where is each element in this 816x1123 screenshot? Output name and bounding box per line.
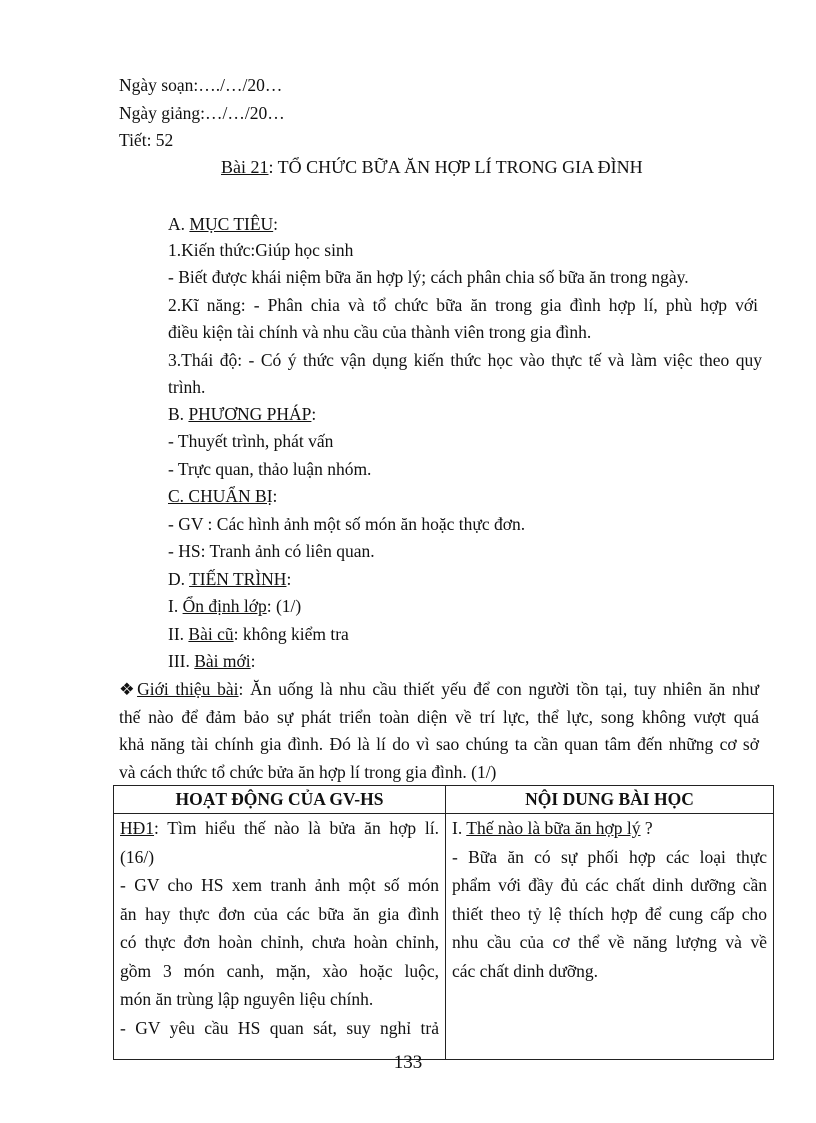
procedure-heading-label: TIẾN TRÌNH xyxy=(189,569,287,589)
content-cell xyxy=(446,814,774,1060)
activities-cell xyxy=(114,814,446,1060)
period-number: Tiết: 52 xyxy=(119,130,174,150)
content-line: - Bữa ăn có sự phối hợp các loại thực xyxy=(452,846,767,867)
activity-line: (16/) xyxy=(120,846,155,867)
intro-line-3: khả năng tài chính gia đình. Đó là lí do vì sao chúng ta cần quan tâm đến những cơ sở xyxy=(119,734,759,754)
objective-knowledge: 1.Kiến thức:Giúp học sinh xyxy=(168,240,354,260)
activity-line: có thực đơn hoàn chỉnh, chưa hoàn chỉnh, xyxy=(120,932,439,952)
procedure-step-3 xyxy=(168,649,256,673)
activity-line: món ăn trùng lập nguyên liệu chính. xyxy=(120,989,374,1009)
column-header-activities: HOẠT ĐỘNG CỦA GV-HS xyxy=(114,786,446,814)
content-heading xyxy=(452,814,767,843)
content-heading-prefix: I. xyxy=(452,818,467,838)
methods-heading xyxy=(168,402,316,426)
activity-line: ăn hay thực đơn của các bữa ăn gia đình xyxy=(120,903,439,924)
procedure-step-3-prefix: III. xyxy=(168,651,195,671)
preparation-students: - HS: Tranh ảnh có liên quan. xyxy=(168,541,375,561)
content-line: phẩm với đầy đủ các chất dinh dưỡng cần xyxy=(452,875,767,895)
intro-line-2: thế nào để đảm bảo sự phát triển toàn diện về trí lực, thể lực, song không vượt quá xyxy=(119,707,759,727)
method-item-1: - Thuyết trình, phát vấn xyxy=(168,431,334,451)
lesson-table xyxy=(113,785,774,1060)
objectives-heading-label: MỤC TIÊU xyxy=(189,214,274,234)
procedure-step-2-rest: : không kiểm tra xyxy=(233,624,349,644)
objective-knowledge-detail: - Biết được khái niệm bữa ăn hợp lý; cách phân chia số bữa ăn trong ngày. xyxy=(168,267,689,287)
table-row xyxy=(114,814,774,1060)
objective-attitude-line-2: trình. xyxy=(168,377,206,397)
procedure-step-1 xyxy=(168,594,301,618)
page-number: 133 xyxy=(393,1052,423,1073)
objectives-heading-suffix: : xyxy=(273,214,279,234)
intro-line-1-text: : Ăn uống là nhu cầu thiết yếu để con người tồn tại, tuy nhiên ăn như xyxy=(238,679,759,699)
column-header-content: NỘI DUNG BÀI HỌC xyxy=(446,786,774,814)
procedure-heading-prefix: D. xyxy=(168,569,190,589)
procedure-heading xyxy=(168,567,291,591)
objective-attitude-line-1: 3.Thái độ: - Có ý thức vận dụng kiến thức học vào thực tế và làm việc theo quy xyxy=(168,350,762,370)
intro-label: Giới thiệu bài xyxy=(137,679,239,699)
methods-heading-suffix: : xyxy=(311,404,317,424)
procedure-step-2-prefix: II. xyxy=(168,624,189,644)
method-item-2: - Trực quan, thảo luận nhóm. xyxy=(168,459,372,479)
objective-skills-line-1: 2.Kĩ năng: - Phân chia và tổ chức bữa ăn trong gia đình hợp lí, phù hợp với xyxy=(168,295,758,315)
activity-line: - GV yêu cầu HS quan sát, suy nghỉ trả xyxy=(120,1017,439,1038)
content-heading-label: Thế nào là bữa ăn hợp lý xyxy=(466,818,641,838)
content-heading-suffix: ? xyxy=(640,818,653,838)
objectives-heading-prefix: A. xyxy=(168,214,190,234)
lesson-number: Bài 21 xyxy=(221,157,269,177)
procedure-step-3-label: Bài mới xyxy=(194,651,251,671)
activity-line: - GV cho HS xem tranh ảnh một số món xyxy=(120,875,439,895)
activity-label: HĐ1 xyxy=(120,818,155,838)
methods-heading-label: PHƯƠNG PHÁP xyxy=(188,404,312,424)
lesson-table-header-row xyxy=(114,786,774,814)
diamond-bullet-icon: ❖ xyxy=(119,679,138,699)
intro-line-1 xyxy=(119,677,759,701)
preparation-date: Ngày soạn:…./…/20… xyxy=(119,75,283,95)
procedure-heading-suffix: : xyxy=(286,569,292,589)
procedure-step-1-rest: : (1/) xyxy=(266,596,302,616)
activity-line: gồm 3 món canh, mặn, xào hoặc luộc, xyxy=(120,960,439,981)
content-line: các chất dinh dưỡng. xyxy=(452,960,599,981)
intro-line-4: và cách thức tổ chức bửa ăn hợp lí trong gia đình. (1/) xyxy=(119,762,497,782)
procedure-step-1-label: Ổn định lớp xyxy=(182,596,267,616)
lesson-title xyxy=(221,155,643,179)
objective-skills-line-2: điều kiện tài chính và nhu cầu của thành viên trong gia đình. xyxy=(168,322,592,342)
methods-heading-prefix: B. xyxy=(168,404,189,424)
procedure-step-1-prefix: I. xyxy=(168,596,183,616)
content-line: thiết theo tỷ lệ thích hợp để cung cấp cho xyxy=(452,903,767,924)
content-line: nhu cầu của cơ thể về năng lượng và về xyxy=(452,932,767,952)
activity-line xyxy=(120,814,439,843)
procedure-step-2 xyxy=(168,622,349,646)
preparation-heading xyxy=(168,484,277,508)
objectives-heading xyxy=(168,212,278,236)
activity-line-1-text: : Tìm hiểu thế nào là bửa ăn hợp lí. xyxy=(154,818,439,838)
preparation-heading-label: C. CHUẨN BỊ xyxy=(168,486,273,506)
procedure-step-2-label: Bài cũ xyxy=(188,624,234,644)
teaching-date: Ngày giảng:…/…/20… xyxy=(119,103,285,123)
preparation-heading-suffix: : xyxy=(272,486,278,506)
lesson-title-text: : TỔ CHỨC BỮA ĂN HỢP LÍ TRONG GIA ĐÌNH xyxy=(268,157,643,177)
preparation-teacher: - GV : Các hình ảnh một số món ăn hoặc thực đơn. xyxy=(168,514,526,534)
procedure-step-3-rest: : xyxy=(250,651,256,671)
